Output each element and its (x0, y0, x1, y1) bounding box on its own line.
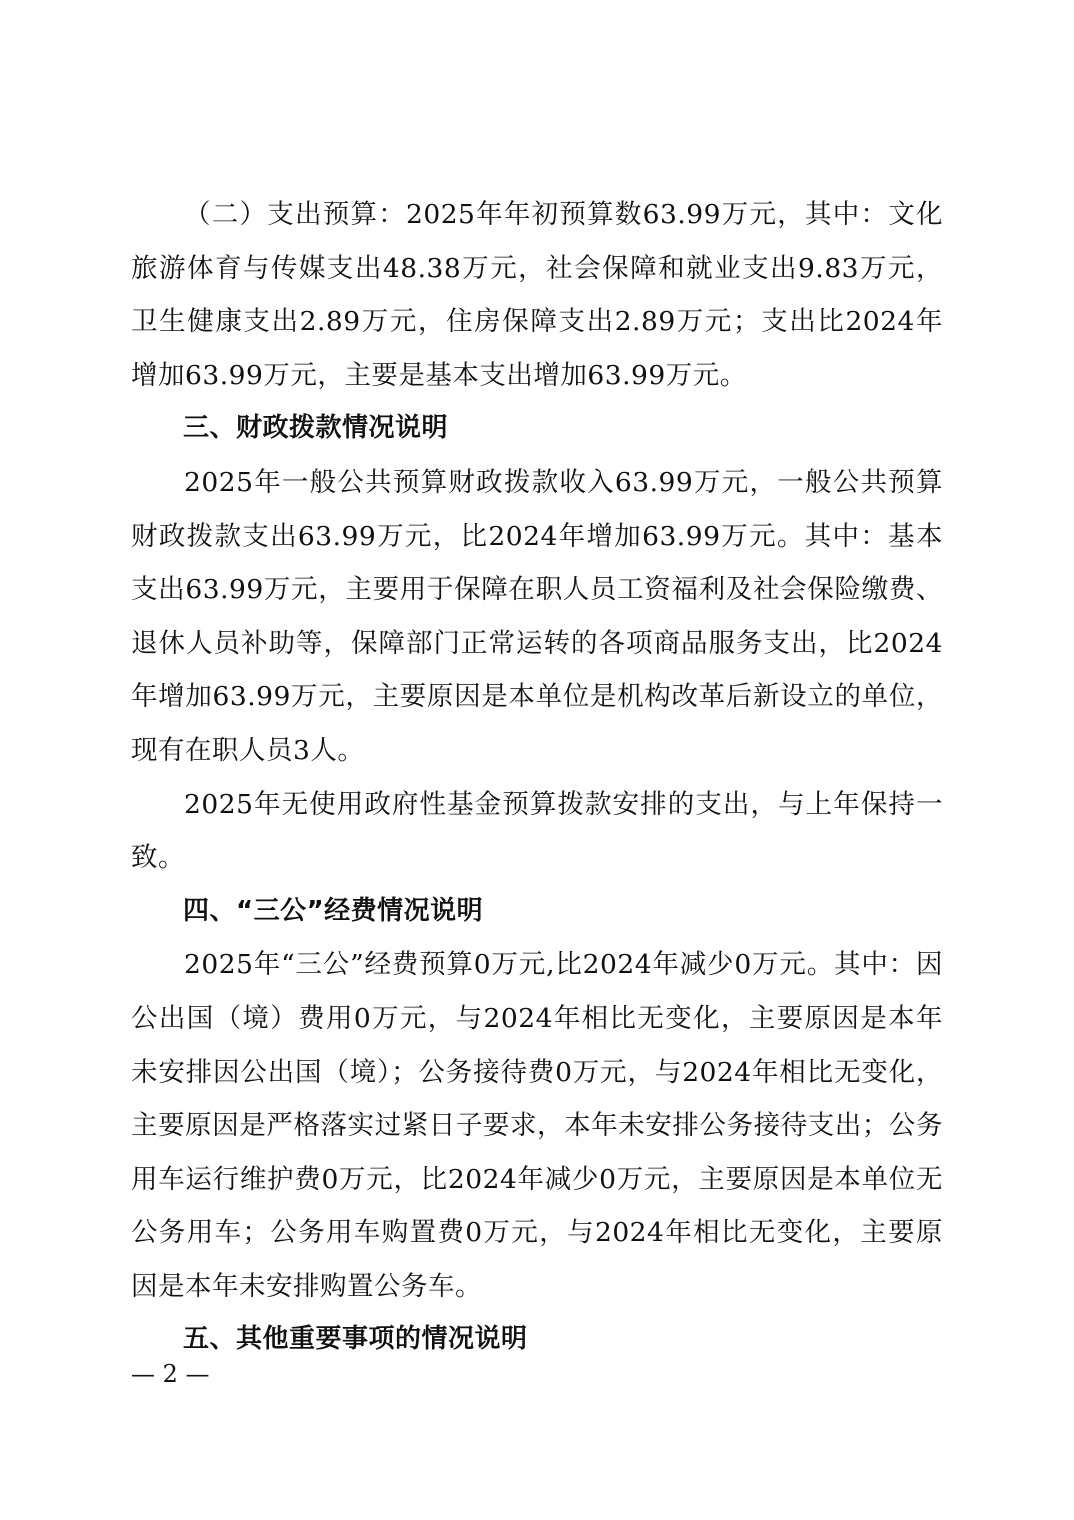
section-heading-three-public-expenses: 四、“三公”经费情况说明 (183, 895, 484, 926)
government-fund-paragraph: 2025年无使用政府性基金预算拨款安排的支出，与上年保持一致。 (131, 788, 943, 874)
expenditure-budget-paragraph: （二）支出预算：2025年年初预算数63.99万元，其中：文化旅游体育与传媒支出48.38万元，社会保障和就业支出9.83万元，卫生健康支出2.89万元，住房保障支出2.89万元；支出比2024年增加63.99万元，主要是基本支出增加63.99万元。 (131, 199, 943, 391)
section-heading-other-matters: 五、其他重要事项的情况说明 (183, 1324, 528, 1355)
three-public-expenses-paragraph: 2025年“三公”经费预算0万元,比2024年减少0万元。其中：因公出国（境）费用0万元，与2024年相比无变化，主要原因是本年未安排因公出国（境）；公务接待费0万元，与2024年相比无变化，主要原因是严格落实过紧日子要求，本年未安排公务接待支出；公务用车运行维护费0万元，比2024年减少0万元，主要原因是本单位无公务用车；公务用车购置费0万元，与2024年相比无变化，主要原因是本年未安排购置公务车。 (131, 949, 943, 1302)
document-body (131, 188, 943, 1367)
section-heading-fiscal-appropriation: 三、财政拨款情况说明 (183, 413, 449, 444)
page-number: — 2 — (131, 1360, 210, 1388)
fiscal-appropriation-paragraph: 2025年一般公共预算财政拨款收入63.99万元，一般公共预算财政拨款支出63.99万元，比2024年增加63.99万元。其中：基本支出63.99万元，主要用于保障在职人员工资福利及社会保险缴费、退休人员补助等，保障部门正常运转的各项商品服务支出，比2024年增加63.99万元，主要原因是本单位是机构改革后新设立的单位，现有在职人员3人。 (131, 466, 943, 766)
